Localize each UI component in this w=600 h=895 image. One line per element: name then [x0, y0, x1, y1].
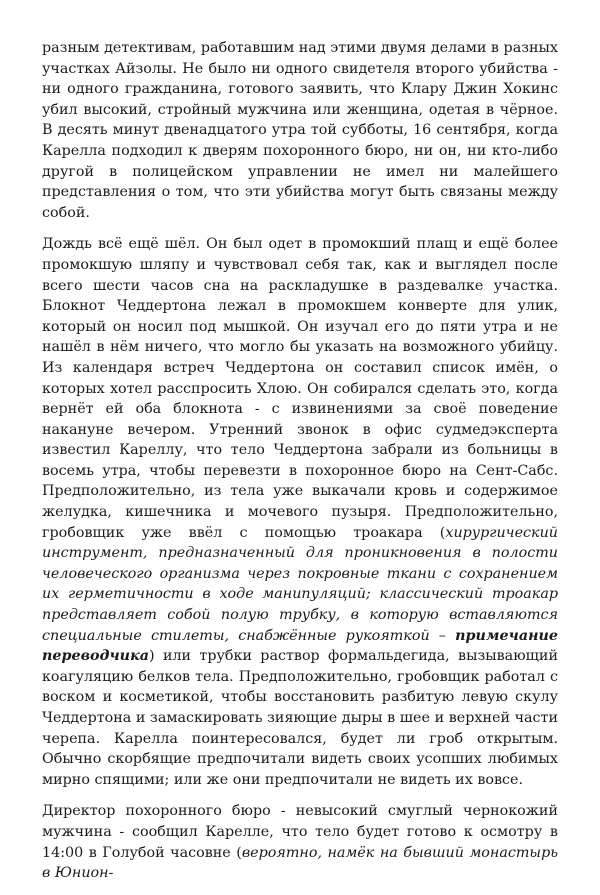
document-page: [42, 38, 558, 895]
paragraph-2-text-b: ) или трубки раствор формальдегида, вызывающий коагуляцию белков тела. Предположительно, гробовщик работал с воском и косметикой, чтобы восстановить разбитую левую скулу Чеддертона и замаскировать зияющие дыры в шее и верхней части черепа. Карелла поинтересовался, будет ли гроб открытым. Обычно скорбящие предпочитали видеть своих усопших любимых мирно спящими; или же они предпочитали не видеть их вовсе.: [42, 648, 558, 788]
translator-note-label: примечание переводчика: [42, 627, 558, 665]
paragraph-3-text: Директор похоронного бюро - невысокий смуглый чернокожий мужчина - сообщил Карелле, что тело будет готово к осмотру в 14:00 в Голубой часовне (: [42, 803, 558, 861]
paragraph-3: [42, 801, 558, 883]
paragraph-2-text-a: Дождь всё ещё шёл. Он был одет в промокший плащ и ещё более промокшую шляпу и чувствовал себя так, как и выглядел после всего шести часов сна на раскладушке в раздевалке участка. Блокнот Чеддертона лежал в промокшем конверте для улик, который он носил под мышкой. Он изучал его до пяти утра и не нашёл в нём ничего, что могло бы указать на возможного убийцу. Из календаря встреч Чеддертона он составил список имён, о которых хотел расспросить Хлою. Он собирался сделать это, когда вернёт ей оба блокнота - с извинениями за своё поведение накануне вечером. Утренний звонок в офис судмедэксперта известил Кареллу, что тело Чеддертона забрали из больницы в восемь утра, чтобы перевезти в похоронное бюро на Сент-Сабс. Предположительно, из тела уже выкачали кровь и содержимое желудка, кишечника и мочевого пузыря. Предположительно, гробовщик уже ввёл с помощью троакара (: [42, 236, 558, 541]
paragraph-3-italic-note: вероятно, намёк на бывший монастырь в Юнион-: [42, 844, 558, 882]
paragraph-1: [42, 38, 558, 223]
translator-footnote-italic: хирургический инструмент, предназначенный для проникновения в полости человеческого организма через покровные ткани с сохранением их герметичности в ходе манипуляций; классический троакар представляет собой полую трубку, в которую вставляются специальные стилеты, снабжённые рукояткой –: [42, 524, 558, 644]
paragraph-2: [42, 234, 558, 790]
paragraph-1-text: разным детективам, работавшим над этими двумя делами в разных участках Айзолы. Не было ни одного свидетеля второго убийства - ни одного гражданина, готового заявить, что Клару Джин Хокинс убил высокий, стройный мужчина или женщина, одетая в чёрное. В десять минут двенадцатого утра той субботы, 16 сентября, когда Карелла подходил к дверям похоронного бюро, ни он, ни кто-либо другой в полицейском управлении не имел ни малейшего представления о том, что эти убийства могут быть связаны между собой.: [42, 40, 558, 221]
